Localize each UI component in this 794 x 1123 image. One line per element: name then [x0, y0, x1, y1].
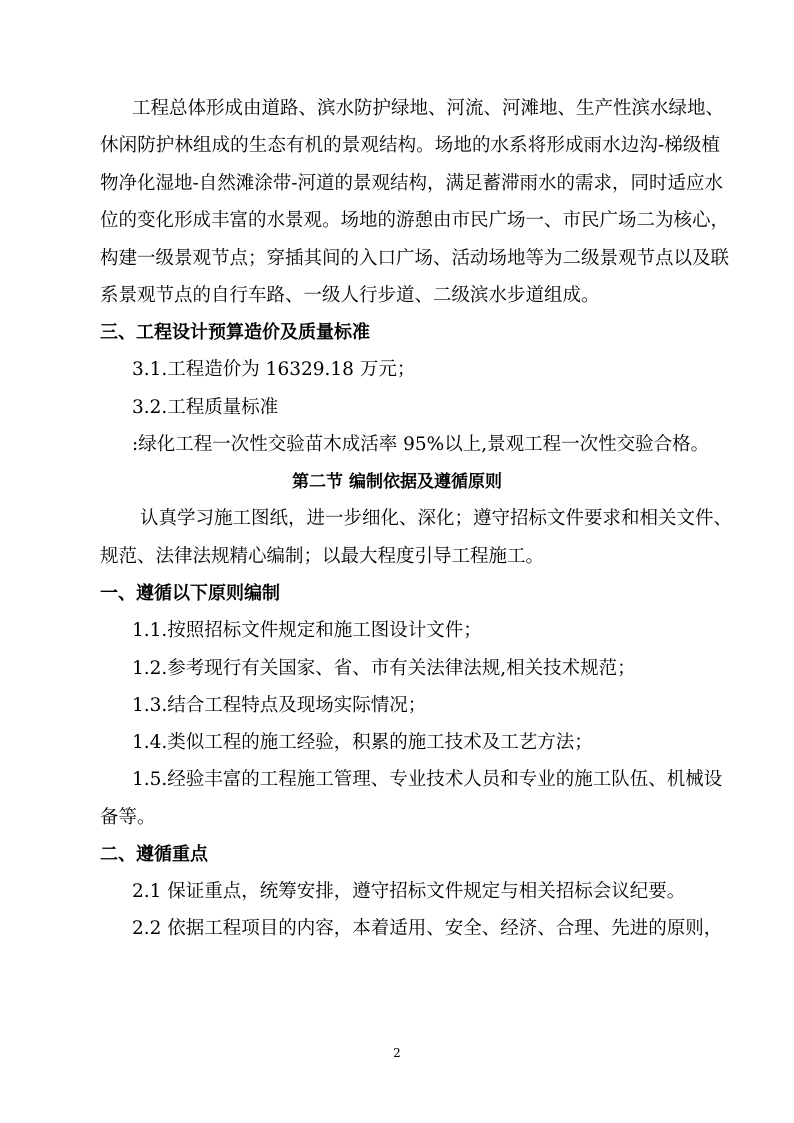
list-item: 1.5.经验丰富的工程施工管理、专业技术人员和专业的施工队伍、机械设 — [132, 769, 723, 790]
section-title: 第二节 编制依据及遵循原则 — [292, 472, 502, 492]
paragraph-line: 系景观节点的自行车路、一级人行步道、二级滨水步道组成。 — [100, 285, 600, 306]
list-item: 1.2.参考现行有关国家、省、市有关法律法规,相关技术规范； — [132, 658, 636, 679]
list-item: 3.2.工程质量标准 — [132, 397, 279, 418]
paragraph-line: 位的变化形成丰富的水景观。场地的游憩由市民广场一、市民广场二为核心， — [100, 210, 730, 231]
paragraph-line: 物净化湿地-自然滩涂带-河道的景观结构，满足蓄滞雨水的需求，同时适应水 — [100, 173, 724, 194]
list-item: 3.1.工程造价为 16329.18 万元； — [132, 359, 416, 380]
list-item: 1.4.类似工程的施工经验，积累的施工技术及工艺方法； — [132, 732, 593, 753]
paragraph-line: 休闲防护林组成的生态有机的景观结构。场地的水系将形成雨水边沟-梯级植 — [100, 135, 720, 156]
section-heading: 二、遵循重点 — [100, 844, 208, 865]
paragraph-line: 规范、法律法规精心编制；以最大程度引导工程施工。 — [100, 546, 545, 567]
paragraph-line: 认真学习施工图纸，进一步细化、深化；遵守招标文件要求和相关文件、 — [140, 508, 733, 529]
list-item: 2.1 保证重点，统筹安排，遵守招标文件规定与相关招标会议纪要。 — [132, 881, 686, 902]
paragraph-line: 构建一级景观节点；穿插其间的入口广场、活动场地等为二级景观节点以及联 — [100, 248, 730, 269]
list-item: :绿化工程一次性交验苗木成活率 95%以上,景观工程一次性交验合格。 — [132, 434, 710, 455]
section-heading: 一、遵循以下原则编制 — [100, 583, 280, 604]
page-number: 2 — [393, 1046, 401, 1060]
list-item: 1.1.按照招标文件规定和施工图设计文件； — [132, 620, 482, 641]
list-item: 1.3.结合工程特点及现场实际情况； — [132, 695, 427, 716]
list-item: 2.2 依据工程项目的内容，本着适用、安全、经济、合理、先进的原则， — [132, 918, 723, 939]
paragraph-line: 工程总体形成由道路、滨水防护绿地、河流、河滩地、生产性滨水绿地、 — [132, 98, 725, 119]
list-item-continuation: 备等。 — [100, 807, 156, 828]
section-heading: 三、工程设计预算造价及质量标准 — [100, 322, 370, 343]
